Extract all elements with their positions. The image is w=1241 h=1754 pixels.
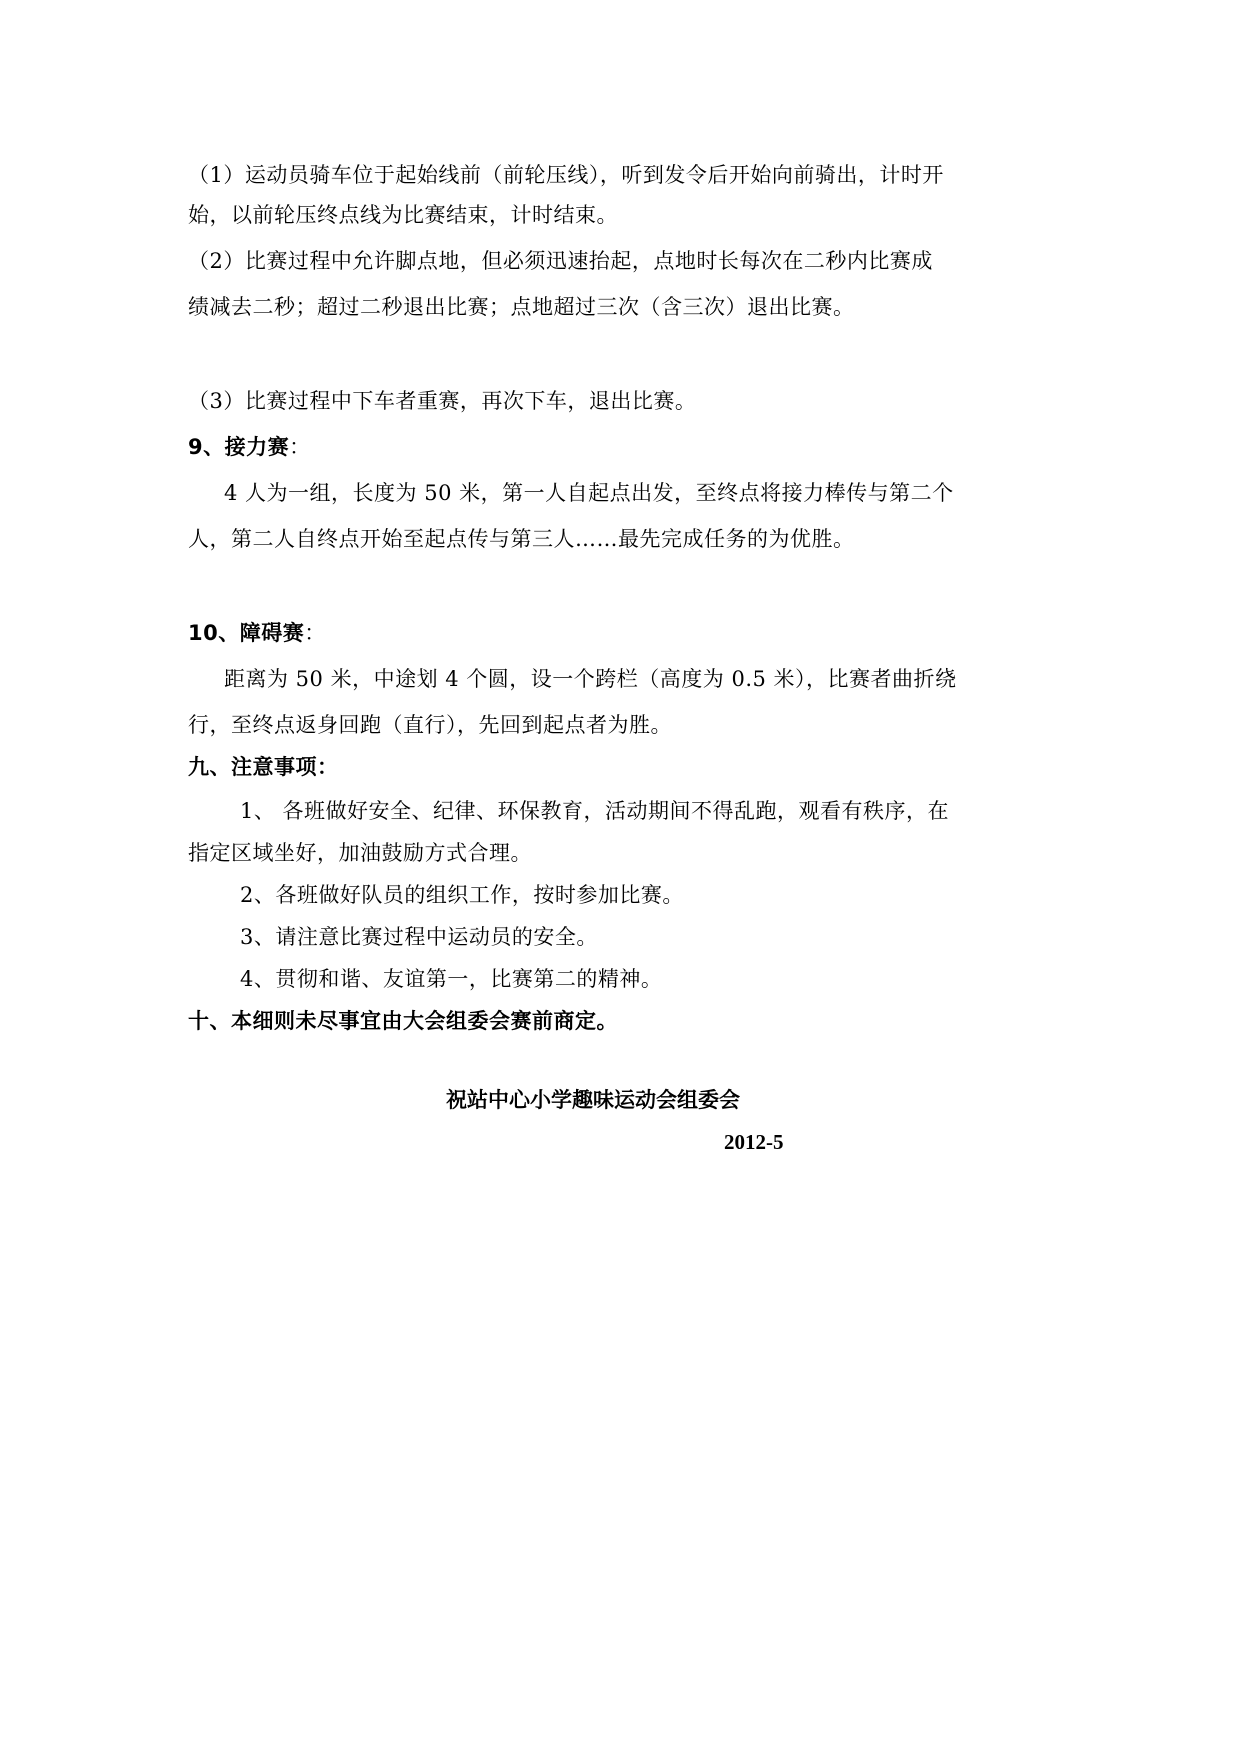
- notes-heading: 九、注意事项：: [188, 755, 339, 779]
- obstacle-line1: 距离为 50 米，中途划 4 个圆，设一个跨栏（高度为 0.5 米），比赛者曲折绕: [224, 667, 957, 691]
- notes-item3: 3、请注意比赛过程中运动员的安全。: [240, 925, 598, 949]
- relay-heading-text: 9、接力赛: [188, 435, 290, 459]
- obstacle-heading-text: 10、障碍赛: [188, 621, 305, 645]
- rule3: （3）比赛过程中下车者重赛，再次下车，退出比赛。: [188, 389, 697, 413]
- relay-line2: 人，第二人自终点开始至起点传与第三人……最先完成任务的为优胜。: [188, 527, 855, 551]
- rule2-line1: （2）比赛过程中允许脚点地，但必须迅速抬起，点地时长每次在二秒内比赛成: [188, 249, 933, 273]
- rule2-line2: 绩减去二秒；超过二秒退出比赛；点地超过三次（含三次）退出比赛。: [188, 295, 855, 319]
- rule1-line2: 始，以前轮压终点线为比赛结束，计时结束。: [188, 203, 618, 227]
- notes-item2: 2、各班做好队员的组织工作，按时参加比赛。: [240, 883, 684, 907]
- obstacle-line2: 行，至终点返身回跑（直行），先回到起点者为胜。: [188, 713, 672, 737]
- signature-organization: 祝站中心小学趣味运动会组委会: [446, 1088, 740, 1112]
- notes-item1-line2: 指定区域坐好，加油鼓励方式合理。: [188, 841, 532, 865]
- relay-heading-colon: ：: [289, 435, 311, 459]
- notes-item1-line1: 1、 各班做好安全、纪律、环保教育，活动期间不得乱跑，观看有秩序，在: [240, 799, 950, 823]
- relay-line1: 4 人为一组，长度为 50 米，第一人自起点出发，至终点将接力棒传与第二个: [224, 481, 954, 505]
- notes-item4: 4、贯彻和谐、友谊第一，比赛第二的精神。: [240, 967, 663, 991]
- obstacle-heading-colon: ：: [304, 621, 326, 645]
- obstacle-heading: [188, 618, 326, 648]
- relay-heading: [188, 432, 311, 462]
- closing-heading: 十、本细则未尽事宜由大会组委会赛前商定。: [188, 1009, 618, 1033]
- rule1-line1: （1）运动员骑车位于起始线前（前轮压线），听到发令后开始向前骑出，计时开: [188, 163, 944, 187]
- signature-date: 2012-5: [724, 1130, 784, 1154]
